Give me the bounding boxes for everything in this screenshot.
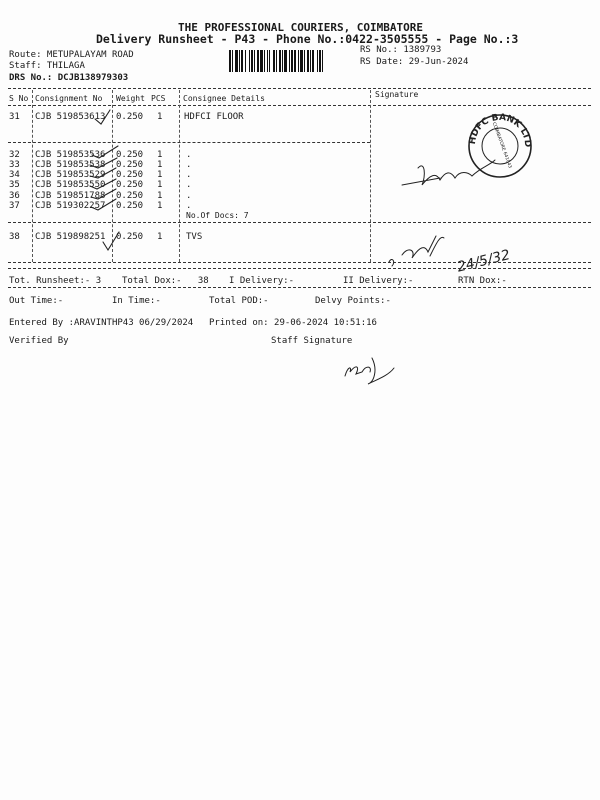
row-pcs: 1 [157,201,163,211]
row-sno: 37 [9,201,20,211]
drs-number: DRS No.: DCJB138979303 [9,73,129,83]
row-consignment: CJB 519851788 [35,191,106,201]
row-details: HDFCI FLOOR [184,112,244,122]
row-consignment: CJB 519302257 [35,201,106,211]
staff-label: Staff: THILAGA [9,61,85,71]
i-delivery: I Delivery:- [229,276,295,286]
out-time: Out Time:- [9,296,64,306]
ii-delivery: II Delivery:- [343,276,414,286]
row-consignment: CJB 519853529 [35,170,106,180]
col-pcs: PCS [151,94,166,103]
row-details: . [186,201,192,211]
row-details: TVS [186,232,203,242]
row-consignment: CJB 519853536 [35,150,106,160]
total-dox: Total Dox:- 38 [122,276,209,286]
no-of-docs: No.Of Docs: 7 [186,211,249,220]
runsheet-title: Delivery Runsheet - P43 - Phone No.:0422-3505555 - Page No.:3 [96,32,519,46]
verified-by: Verified By [9,336,69,346]
row-weight: 0.250 [116,150,144,160]
row-weight: 0.250 [116,180,144,190]
receiver-signature [402,160,495,185]
row-sno: 34 [9,170,20,180]
row-weight: 0.250 [116,191,144,201]
row-details: . [186,180,192,190]
route-label: Route: METUPALAYAM ROAD [9,50,134,60]
row-details: . [186,150,192,160]
staff-signature-label: Staff Signature [271,336,353,346]
row-details: . [186,191,192,201]
row-pcs: 1 [157,232,163,242]
total-pod: Total POD:- [209,296,269,306]
row-sno: 38 [9,232,20,242]
col-signature: Signature [375,90,419,99]
delvy-points: Delvy Points:- [315,296,391,306]
col-consignment: Consignment No [35,94,103,103]
consignee-signature [389,236,444,266]
stamp-inner-text: COIMBATORE 641043 [490,121,513,170]
row-weight: 0.250 [116,201,144,211]
row-weight: 0.250 [116,112,144,122]
row-sno: 31 [9,112,20,122]
tot-runsheet: Tot. Runsheet:- 3 [9,276,102,286]
row-details: . [186,170,192,180]
row-weight: 0.250 [116,160,144,170]
row-sno: 36 [9,191,20,201]
rs-date: RS Date: 29-Jun-2024 [360,57,469,67]
stamp-text: HDFC BANK LTD [467,112,533,148]
row-weight: 0.250 [116,232,144,242]
entered-by: Entered By :ARAVINTHP43 06/29/2024 [9,318,194,328]
row-details: . [186,160,192,170]
row-weight: 0.250 [116,170,144,180]
row-sno: 35 [9,180,20,190]
handwritten-date: 24/5/32 [455,247,512,276]
staff-signature [345,358,394,384]
col-weight: Weight [116,94,145,103]
in-time: In Time:- [112,296,161,306]
row-pcs: 1 [157,191,163,201]
rs-number: RS No.: 1389793 [360,45,442,55]
tick-marks [90,110,119,250]
row-pcs: 1 [157,112,163,122]
row-consignment: CJB 519853550 [35,180,106,190]
row-consignment: CJB 519853538 [35,160,106,170]
row-consignment: CJB 519898251 [35,232,106,242]
col-consignee: Consignee Details [183,94,265,103]
printed-on: Printed on: 29-06-2024 10:51:16 [209,318,377,328]
rtn-dox: RTN Dox:- [458,276,507,286]
company-name: THE PROFESSIONAL COURIERS, COIMBATORE [178,21,424,34]
row-sno: 32 [9,150,20,160]
col-sno: S No [9,94,29,103]
row-pcs: 1 [157,150,163,160]
row-pcs: 1 [157,170,163,180]
row-pcs: 1 [157,180,163,190]
row-sno: 33 [9,160,20,170]
row-pcs: 1 [157,160,163,170]
row-consignment: CJB 519853613 [35,112,106,122]
